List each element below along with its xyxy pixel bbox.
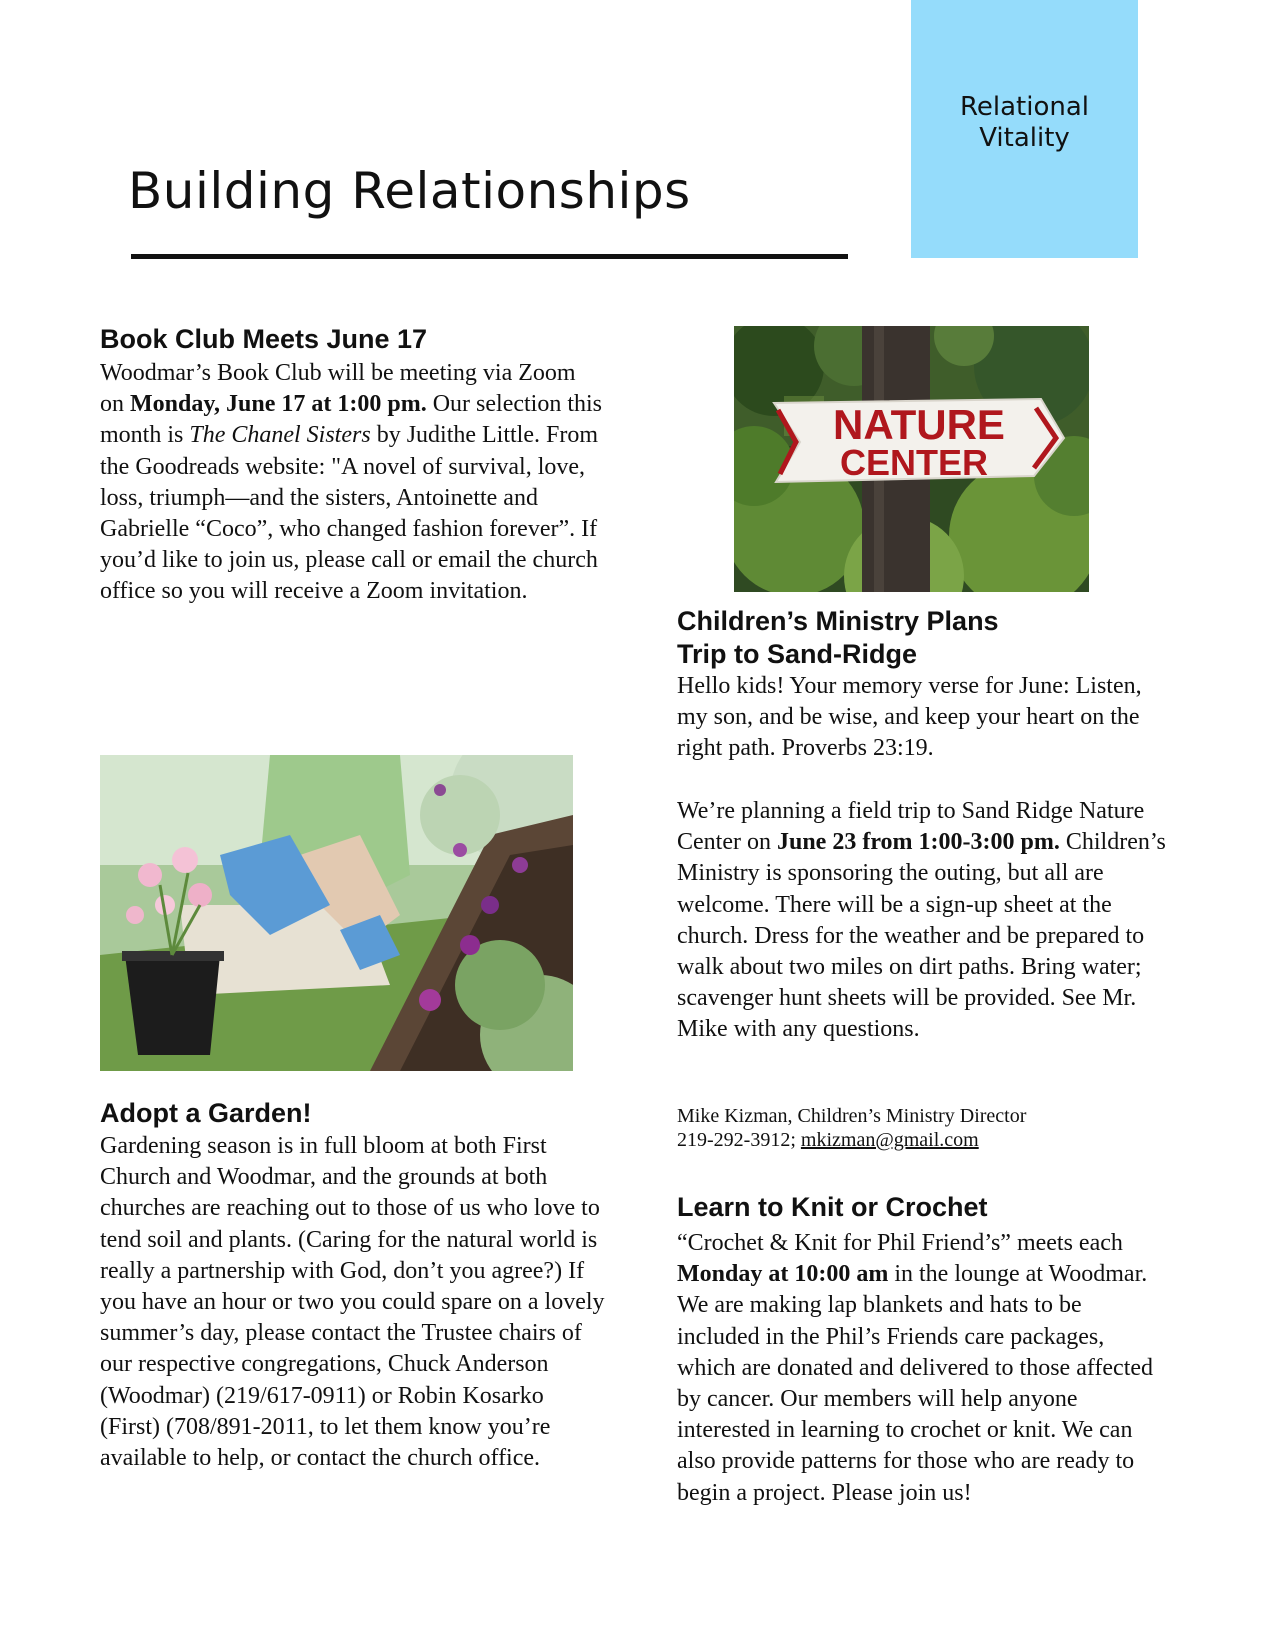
section-tag [911, 0, 1138, 258]
field-trip-date: June 23 from 1:00-3:00 pm. [776, 829, 1060, 856]
field-trip-text-1: We’re planning a field trip to Sand Ridge Nature Center on [677, 798, 1145, 856]
knit-text-1: “Crochet & Knit for Phil Friend’s” meets each [677, 1230, 1123, 1256]
garden-heading: Adopt a Garden! [100, 1098, 312, 1128]
contact-phone: 219-292-3912; [677, 1129, 801, 1151]
book-club-text-3: by Judithe Little. From the Goodreads website: "A novel of survival, love, loss, triumph—and the sisters, Antoinette and Gabrielle “Coco”, who changed fashion forever”. If you’d like to join us, please call or email the church office so you will receive a Zoom invitation. [100, 422, 599, 605]
childrens-ministry-heading-line2: Trip to Sand-Ridge [677, 639, 917, 669]
section-tag-line2: Vitality [979, 123, 1070, 153]
book-title: The Chanel Sisters [189, 422, 371, 449]
contact-info [677, 1104, 1167, 1152]
book-club-text-2: Our selection this month is [100, 391, 603, 449]
memory-verse: Hello kids! Your memory verse for June: Listen, my son, and be wise, and keep your heart on the right path. Proverbs 23:19. [677, 673, 1142, 762]
book-club-date: Monday, June 17 at 1:00 pm. [130, 391, 427, 418]
knit-text-2: in the lounge at Woodmar. We are making lap blankets and hats to be included in the Phil’s Friends care packages, which are donated and delivered to those affected by cancer. Our members will help anyone interested in learning to crochet or knit. We can also provide patterns for those who are ready to begin a project. Please join us! [677, 1261, 1154, 1506]
book-club-heading: Book Club Meets June 17 [100, 324, 428, 354]
garden-body: Gardening season is in full bloom at both First Church and Woodmar, and the grounds at both churches are reaching out to those of us who love to tend soil and plants. (Caring for the natural world is really a partnership with God, don’t you agree?) If you have an hour or two you could spare on a lovely summer’s day, please contact the Trustee chairs of our respective congregations, Chuck Anderson (Woodmar) (219/617-0911) or Robin Kosarko (First) (708/891-2011, to let them know you’re available to help, or contact the church office. [100, 1133, 605, 1472]
sign-line2: CENTER [839, 442, 989, 483]
section-tag-line1: Relational [959, 92, 1089, 122]
knit-heading: Learn to Knit or Crochet [677, 1192, 988, 1222]
book-club-body [100, 358, 605, 608]
nature-center-photo [734, 326, 1089, 592]
contact-name: Mike Kizman, Children’s Ministry Director [677, 1105, 1027, 1127]
childrens-ministry-heading [677, 605, 999, 671]
book-club-text-1: Woodmar’s Book Club will be meeting via Zoom on [100, 360, 576, 418]
childrens-ministry-heading-line1: Children’s Ministry Plans [677, 606, 999, 636]
garden-photo [100, 755, 573, 1071]
section-tag-text [911, 92, 1138, 154]
contact-email-link[interactable]: mkizman@gmail.com [800, 1129, 979, 1151]
field-trip-body [677, 796, 1167, 1046]
knit-meeting-time: Monday at 10:00 am [677, 1261, 889, 1288]
field-trip-text-2: Children’s Ministry is sponsoring the outing, but all are welcome. There will be a sign-up sheet at the church. Dress for the weather and be prepared to walk about two miles on dirt paths. Bring water; scavenger hunt sheets will be provided. See Mr. Mike with any questions. [677, 829, 1166, 1043]
sign-line1: NATURE [833, 401, 1005, 448]
knit-body [677, 1228, 1167, 1509]
title-divider [131, 254, 848, 259]
page-title: Building Relationships [128, 162, 691, 220]
